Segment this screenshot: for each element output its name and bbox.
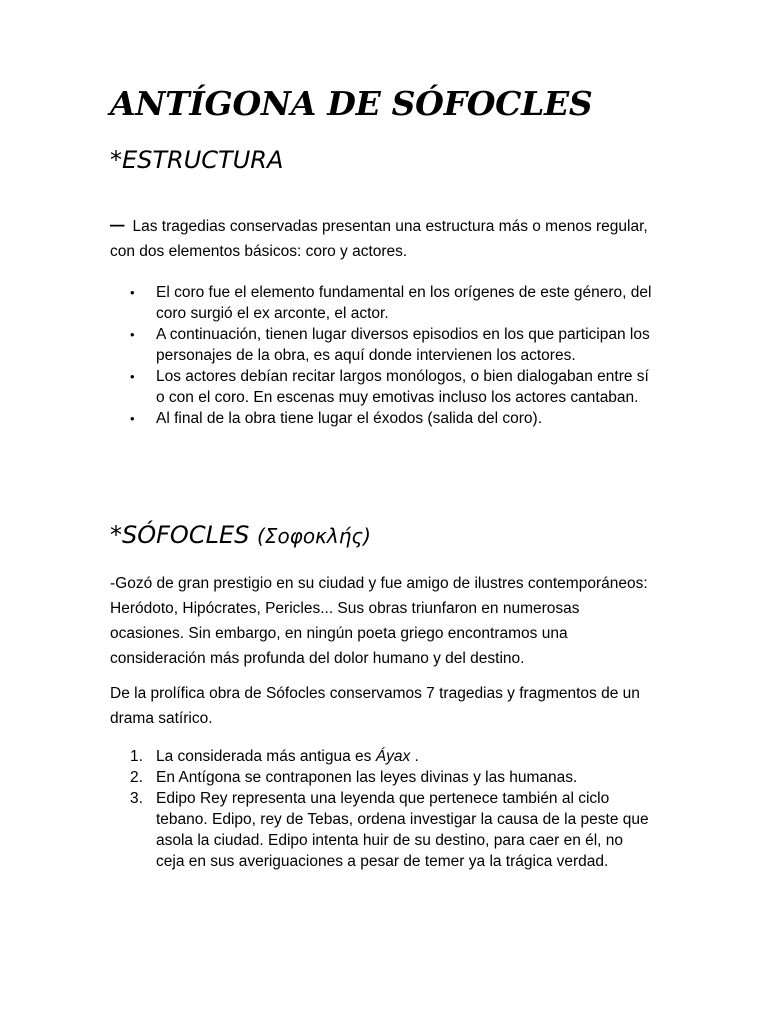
list-item-text: La considerada más antigua es [156,748,376,765]
estructura-intro-paragraph [110,208,655,264]
sofocles-heading-text: *SÓFOCLES [110,521,250,549]
list-item-text: Edipo Rey representa una leyenda que pertenece también al ciclo tebano. Edipo, rey de Tebas, ordena investigar la causa de la peste que asola la ciudad. Edipo intenta huir de su destino, para caer en él, no ceja en sus averiguaciones a pesar de temer ya la trágica verdad. [156,790,649,870]
bullet-icon: • [130,285,135,300]
list-item [130,366,660,408]
list-number: 1. [130,748,143,765]
section-heading-sofocles [110,521,371,549]
list-item-text: A continuación, tienen lugar diversos episodios en los que participan los personajes de la obra, es aquí donde intervienen los actores. [156,326,650,364]
list-number: 2. [130,769,143,786]
list-item [130,324,660,366]
bullet-icon: • [130,411,135,426]
list-item-text: Los actores debían recitar largos monólogos, o bien dialogaban entre sí o con el coro. En escenas muy emotivas incluso los actores cantaban. [156,368,649,406]
sofocles-numbered-list [130,746,650,872]
dash-marker: – [110,208,125,238]
list-item [130,282,660,324]
list-item [130,788,650,872]
list-item [130,767,650,788]
bullet-icon: • [130,369,135,384]
work-title-ayax: Áyax [375,748,411,765]
document-title: ANTÍGONA DE SÓFOCLES [110,84,593,123]
list-item-text-end: . [410,748,419,765]
sofocles-greek-name: (Σοφοκλής) [257,524,371,548]
list-item-text: Al final de la obra tiene lugar el éxodos (salida del coro). [156,410,543,427]
list-item [130,746,650,767]
sofocles-paragraph-2: De la prolífica obra de Sófocles conservamos 7 tragedias y fragmentos de un drama satírico. [110,685,640,727]
sofocles-paragraph-1: -Gozó de gran prestigio en su ciudad y fue amigo de ilustres contemporáneos: Heródoto, Hipócrates, Pericles... Sus obras triunfaron en numerosas ocasiones. Sin embargo, en ningún poeta griego encontramos una consideración más profunda del dolor humano y del destino. [110,575,648,667]
estructura-bullet-list [130,282,660,429]
bullet-icon: • [130,327,135,342]
section-heading-estructura: *ESTRUCTURA [110,146,284,174]
estructura-intro-text: Las tragedias conservadas presentan una estructura más o menos regular, con dos elementos básicos: coro y actores. [110,218,648,260]
list-item [130,408,660,429]
list-item-text: En Antígona se contraponen las leyes divinas y las humanas. [156,769,578,786]
list-number: 3. [130,790,143,807]
list-item-text: El coro fue el elemento fundamental en los orígenes de este género, del coro surgió el ex arconte, el actor. [156,284,652,322]
